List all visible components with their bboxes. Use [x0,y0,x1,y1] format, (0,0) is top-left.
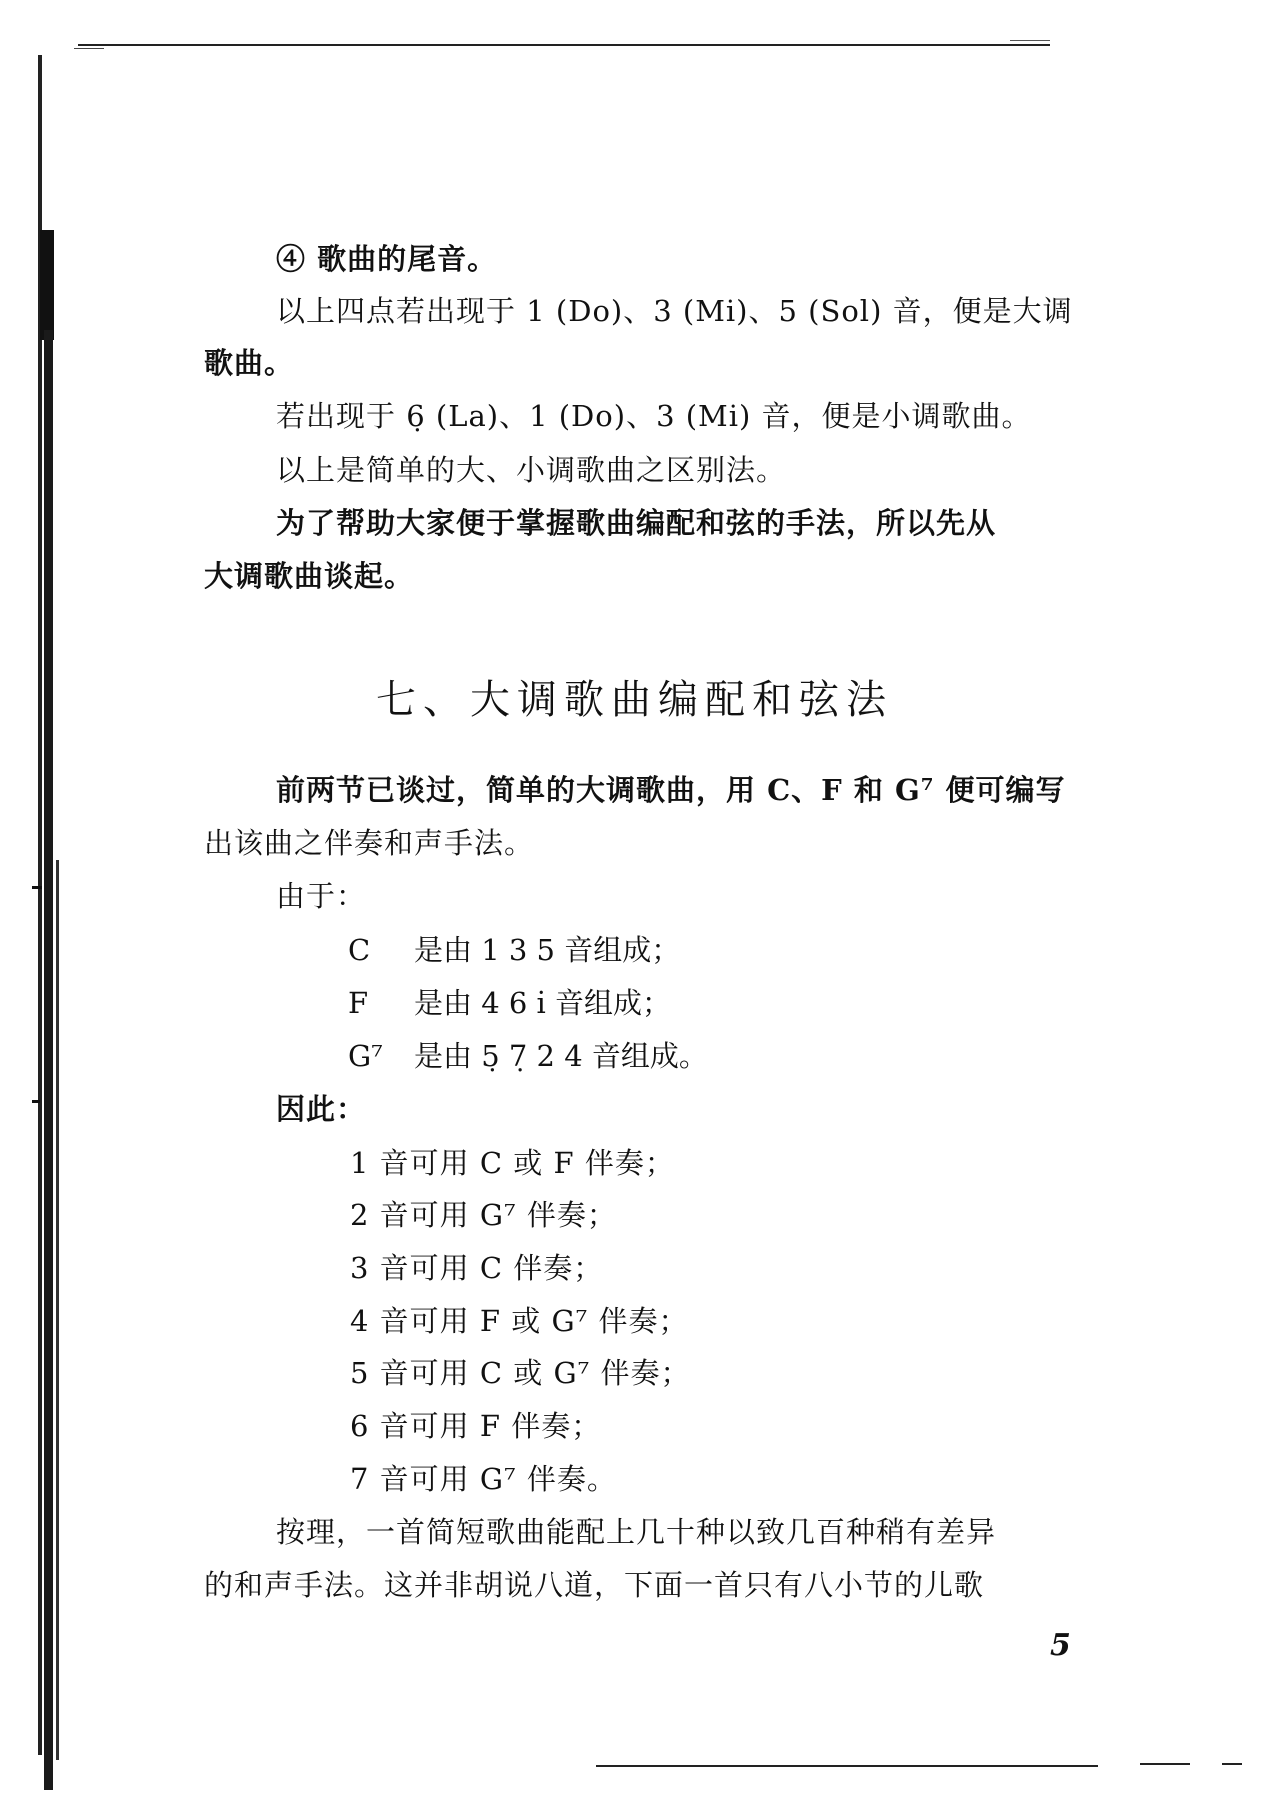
chord-name: C [348,933,371,967]
binding-edge-mark [32,886,42,889]
page-number: 5 [1050,1628,1071,1663]
text-line: 为了帮助大家便于掌握歌曲编配和弦的手法，所以先从 [276,506,997,540]
chord-row [348,983,671,1023]
chord-row [348,930,680,970]
binding-edge-shadow [40,230,54,340]
text-line: 前两节已谈过，简单的大调歌曲，用 C、F 和 G⁷ 便可编写 [276,773,1066,807]
chord-notes: 是由 4 6 i̇ 音组成； [414,986,672,1020]
top-rule [78,44,1050,46]
note-rule: 7 音可用 G⁷ 伴奏。 [350,1462,617,1496]
chord-notes: 是由 1 3 5 音组成； [414,933,681,967]
text-line: ④ 歌曲的尾音。 [276,242,498,276]
text-line: 以上四点若出现于 1 (Do)、3 (Mi)、5 (Sol) 音，便是大调 [276,294,1073,328]
binding-edge-mark [32,1100,40,1103]
chord-name: F [348,986,369,1020]
bottom-rule-dash [1222,1763,1242,1765]
text-line: 以上是简单的大、小调歌曲之区别法。 [276,453,787,487]
note-rule: 3 音可用 C 伴奏； [350,1251,604,1285]
text-line: 大调歌曲谈起。 [204,559,415,593]
chord-row [348,1036,708,1076]
binding-edge-shadow [44,330,53,1790]
note-rule: 6 音可用 F 伴奏； [350,1409,602,1443]
note-rule: 5 音可用 C 或 G⁷ 伴奏； [350,1356,691,1390]
text-line: 的和声手法。这并非胡说八道，下面一首只有八小节的儿歌 [204,1568,985,1602]
chord-name: G⁷ [348,1039,383,1073]
binding-edge-shadow [56,860,59,1760]
note-rule: 1 音可用 C 或 F 伴奏； [350,1146,675,1180]
text-line: 按理，一首简短歌曲能配上几十种以致几百种稍有差异 [276,1515,997,1549]
text-line: 若出现于 6̣ (La)、1 (Do)、3 (Mi) 音，便是小调歌曲。 [276,399,1032,433]
note-rule: 2 音可用 G⁷ 伴奏； [350,1198,617,1232]
text-line: 因此： [276,1092,367,1126]
note-rule: 4 音可用 F 或 G⁷ 伴奏； [350,1304,689,1338]
text-line: 由于： [276,879,367,913]
text-line: 歌曲。 [204,346,295,380]
bottom-rule [596,1765,1098,1767]
top-rule-dash [74,48,104,49]
bottom-rule-dash [1140,1763,1190,1765]
top-rule-dash [1010,40,1050,41]
chord-notes: 是由 5̣ 7̣ 2 4 音组成。 [414,1039,708,1073]
section-heading: 七、大调歌曲编配和弦法 [376,677,893,723]
text-line: 出该曲之伴奏和声手法。 [204,826,535,860]
